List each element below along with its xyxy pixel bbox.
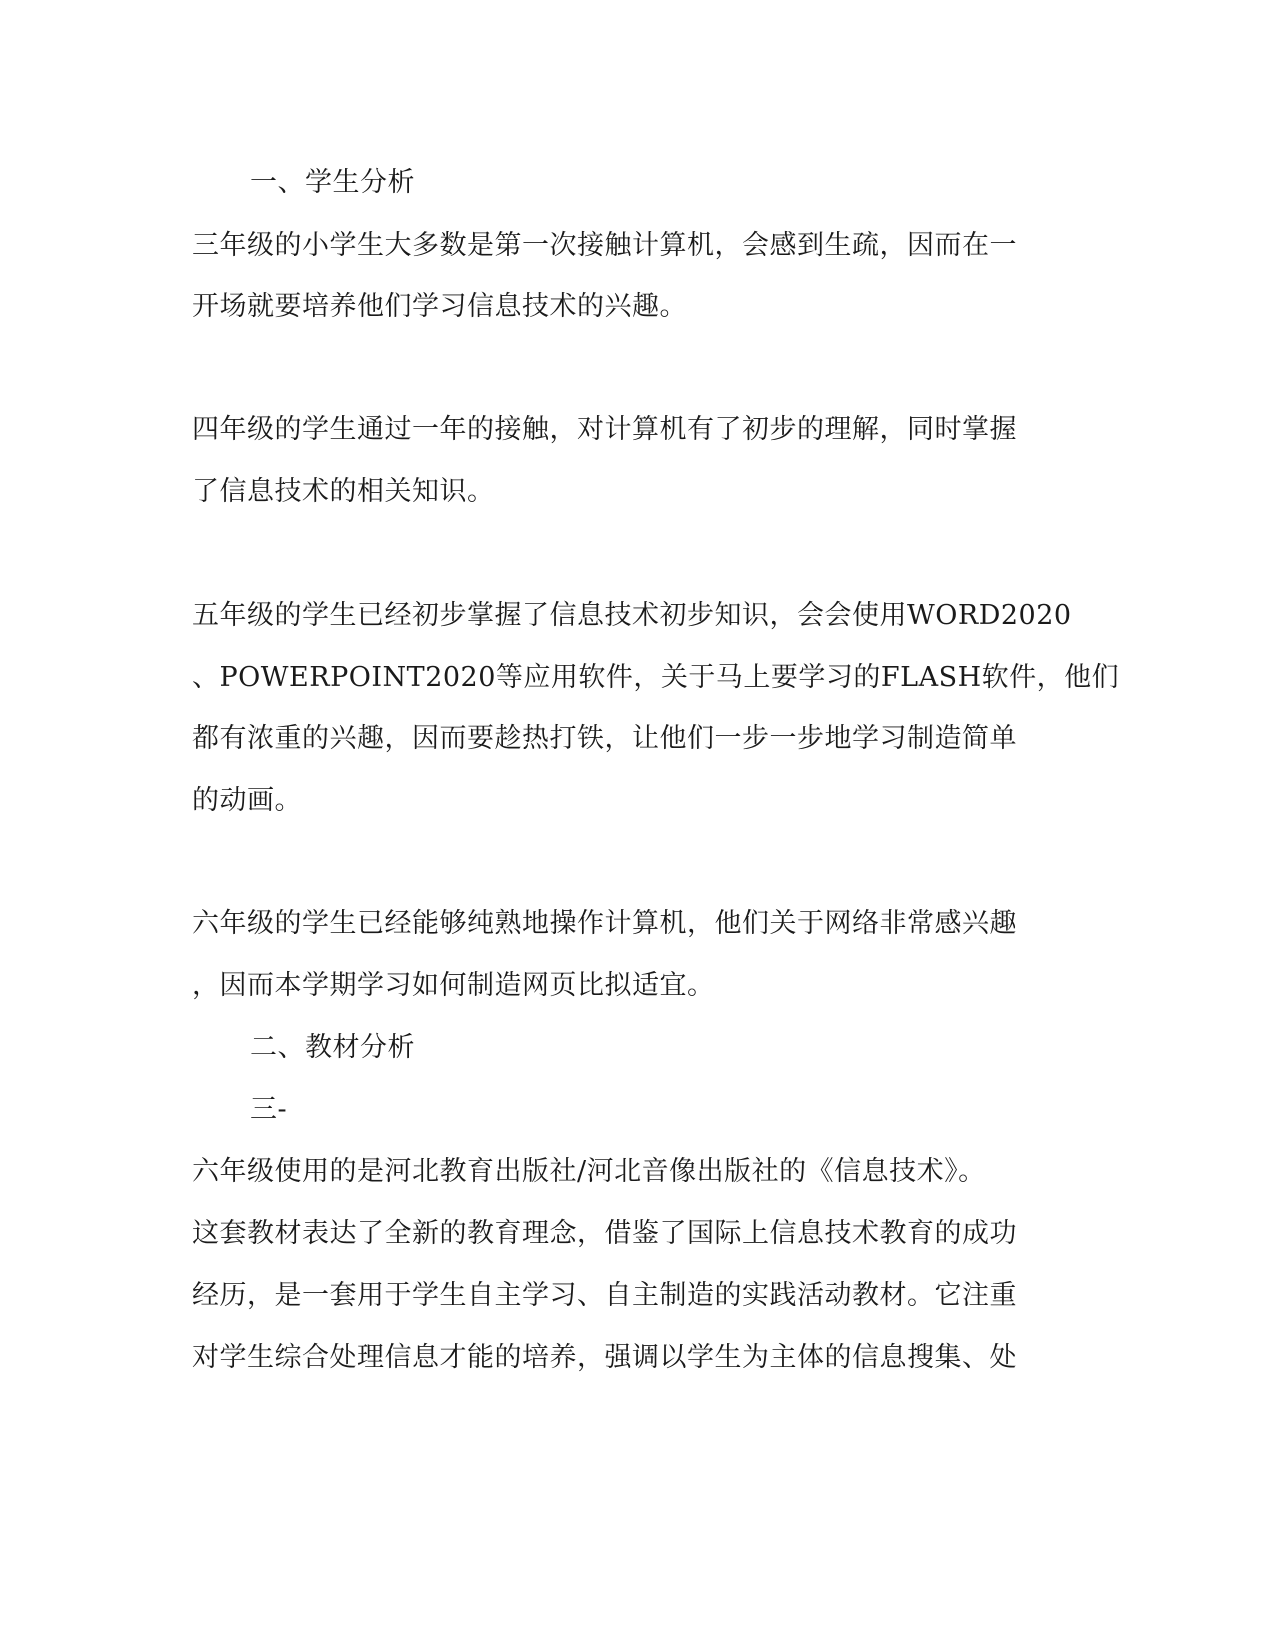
paragraph-textbook-line3: 经历，是一套用于学生自主学习、自主制造的实践活动教材。它注重	[192, 1280, 1017, 1311]
paragraph-grade6-line1: 六年级的学生已经能够纯熟地操作计算机，他们关于网络非常感兴趣	[192, 908, 1017, 939]
paragraph-textbook-line2: 这套教材表达了全新的教育理念，借鉴了国际上信息技术教育的成功	[192, 1218, 1017, 1249]
paragraph-textbook-line1: 六年级使用的是河北教育出版社/河北音像出版社的《信息技术》。	[192, 1156, 986, 1187]
paragraph-grade5-line2: 、POWERPOINT2020等应用软件，关于马上要学习的FLASH软件，他们	[192, 662, 1120, 693]
paragraph-grade4-line2: 了信息技术的相关知识。	[192, 476, 495, 507]
paragraph-grade6-line2: ，因而本学期学习如何制造网页比拟适宜。	[192, 970, 715, 1001]
section-heading-textbook-analysis: 二、教材分析	[250, 1032, 415, 1063]
paragraph-grade5-line3: 都有浓重的兴趣，因而要趁热打铁，让他们一步一步地学习制造简单	[192, 723, 1017, 754]
paragraph-grade5-line4: 的动画。	[192, 785, 302, 816]
paragraph-grade5-line1: 五年级的学生已经初步掌握了信息技术初步知识，会会使用WORD2020	[192, 600, 1072, 631]
paragraph-textbook-line4: 对学生综合处理信息才能的培养，强调以学生为主体的信息搜集、处	[192, 1342, 1017, 1373]
paragraph-grade3-line1: 三年级的小学生大多数是第一次接触计算机，会感到生疏，因而在一	[192, 230, 1017, 261]
section-heading-student-analysis: 一、学生分析	[250, 167, 415, 198]
paragraph-grade3-line2: 开场就要培养他们学习信息技术的兴趣。	[192, 291, 687, 322]
section-subheading: 三-	[250, 1094, 288, 1125]
paragraph-grade4-line1: 四年级的学生通过一年的接触，对计算机有了初步的理解，同时掌握	[192, 414, 1017, 445]
